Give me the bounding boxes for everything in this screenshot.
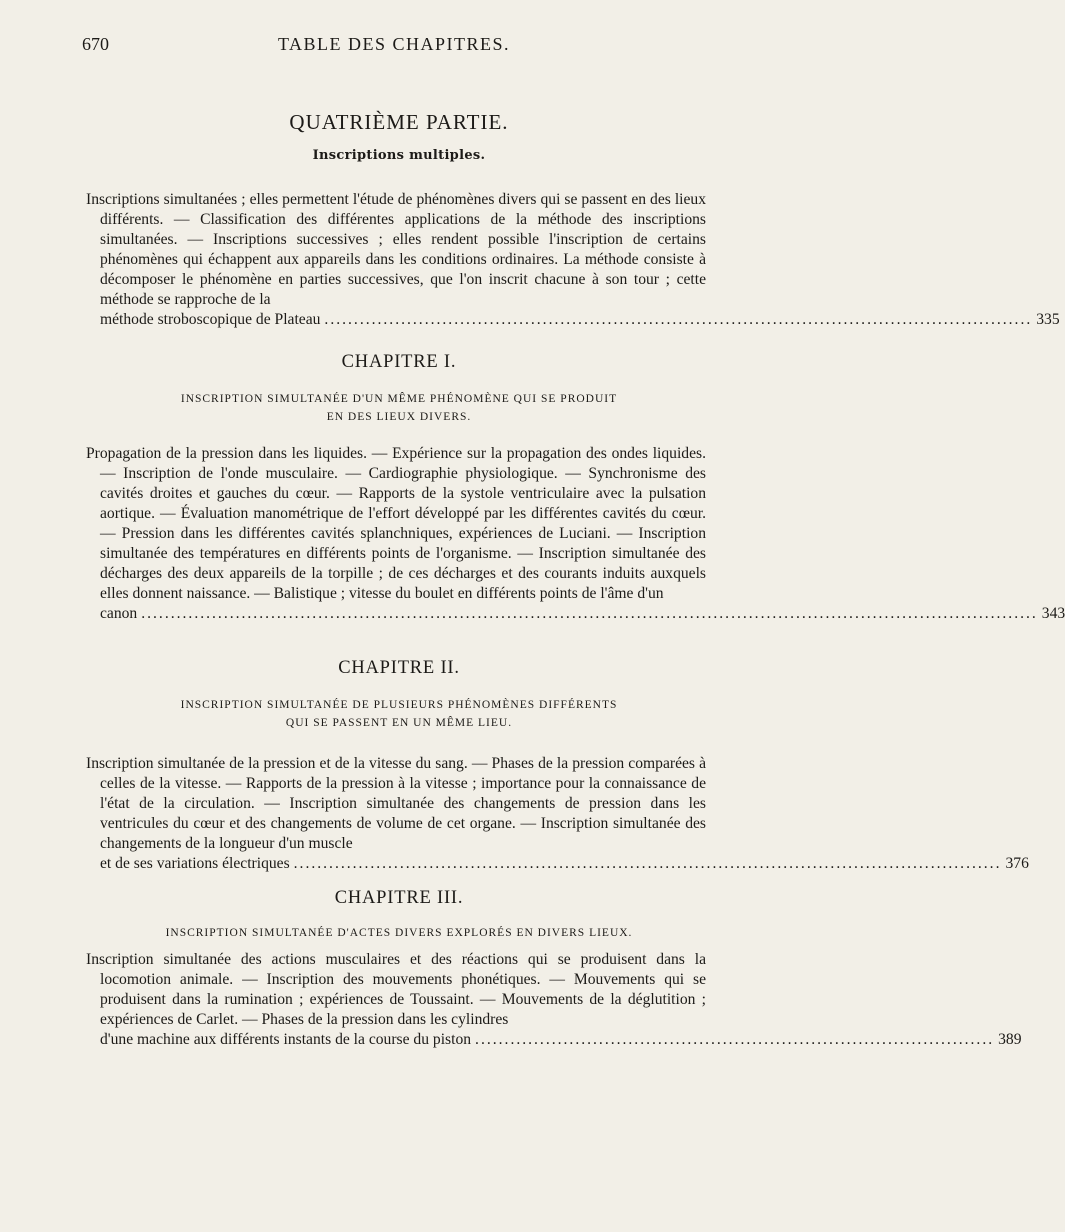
chapter-summary-leader bbox=[86, 604, 1065, 624]
page-number: 670 bbox=[82, 34, 109, 54]
page-reference: 343 bbox=[1041, 605, 1065, 622]
running-title: TABLE DES CHAPITRES. bbox=[277, 34, 511, 54]
running-head bbox=[74, 34, 714, 60]
chapter-summary bbox=[86, 444, 1065, 624]
dot-leader: ........................................................................................................................ bbox=[324, 311, 1033, 328]
part-summary-last: méthode stroboscopique de Plateau bbox=[100, 311, 321, 328]
chapter-subtitle-line: INSCRIPTION SIMULTANÉE D'ACTES DIVERS EXPLORÉS EN DIVERS LIEUX. bbox=[165, 927, 633, 939]
dot-leader: ........................................................................................................................................................ bbox=[141, 605, 1038, 622]
chapter-subtitle bbox=[84, 390, 714, 426]
chapter-title: CHAPITRE I. bbox=[341, 352, 457, 372]
chapter-title: CHAPITRE II. bbox=[338, 658, 460, 678]
chapter-summary bbox=[86, 754, 1029, 874]
part-subtitle: Inscriptions multiples. bbox=[312, 148, 486, 163]
page-reference: 389 bbox=[998, 1031, 1022, 1048]
chapter-summary-leader bbox=[86, 854, 1029, 874]
page-reference: 376 bbox=[1005, 855, 1029, 872]
chapter-subtitle-line: QUI SE PASSENT EN UN MÊME LIEU. bbox=[285, 717, 513, 729]
chapter-summary-last: et de ses variations électriques bbox=[100, 855, 290, 872]
part-summary-text: Inscriptions simultanées ; elles permettent l'étude de phénomènes divers qui se passent en des lieux différents. — Classification des différentes applications de la méthode des inscriptions simultanées. — Inscriptions successives ; elles rendent possible l'inscription de certains phénomènes qui échappent aux appareils dans les conditions ordinaires. La méthode consiste à décomposer le phénomène en parties successives, que l'on inscrit chacune à son tour ; cette méthode se rapproche de la bbox=[86, 191, 706, 308]
part-title: QUATRIÈME PARTIE. bbox=[289, 110, 509, 134]
chapter-summary-text: Inscription simultanée des actions musculaires et des réactions qui se produisent dans la locomotion animale. — Inscription des mouvements phonétiques. — Mouvements qui se produisent dans la rumination ; expériences de Toussaint. — Mouvements de la déglutition ; expériences de Carlet. — Phases de la pression dans les cylindres bbox=[86, 951, 706, 1028]
chapter-subtitle-line: INSCRIPTION SIMULTANÉE DE PLUSIEURS PHÉNOMÈNES DIFFÉRENTS bbox=[180, 699, 618, 711]
chapter-summary-leader bbox=[86, 1030, 1022, 1050]
chapter-summary-text: Inscription simultanée de la pression et de la vitesse du sang. — Phases de la pression comparées à celles de la vitesse. — Rapports de la pression à la vitesse ; importance pour la connaissance de l'état de la circulation. — Inscription simultanée des changements de pression dans les ventricules du cœur et des changements de volume de cet organe. — Inscription simultanée des changements de la longueur d'un muscle bbox=[86, 755, 706, 852]
chapter-title: CHAPITRE III. bbox=[334, 888, 464, 908]
dot-leader: ........................................................................................................................ bbox=[293, 855, 1002, 872]
chapter-summary-text: Propagation de la pression dans les liquides. — Expérience sur la propagation des ondes liquides. — Inscription de l'onde musculaire. — Cardiographie physiologique. — Synchronisme des cavités droites et gauches du cœur. — Rapports de la systole ventriculaire avec la pulsation aortique. — Évaluation manométrique de l'effort développé par les différentes cavités du cœur. — Pression dans les différentes cavités splanchniques, expériences de Luciani. — Inscription simultanée des températures en différents points de l'organisme. — Inscription simultanée des décharges des deux appareils de la torpille ; de ces décharges et des courants induits auxquels elles donnent naissance. — Balistique ; vitesse du boulet en différents points de l'âme d'un bbox=[86, 445, 706, 602]
part-summary-leader bbox=[86, 310, 1060, 330]
chapter-subtitle bbox=[84, 924, 714, 942]
chapter-subtitle-line: EN DES LIEUX DIVERS. bbox=[326, 411, 472, 423]
chapter-summary-last: d'une machine aux différents instants de la course du piston bbox=[100, 1031, 472, 1048]
dot-leader: ........................................................................................ bbox=[475, 1031, 995, 1048]
page-reference: 335 bbox=[1036, 311, 1060, 328]
chapter-subtitle bbox=[84, 696, 714, 732]
chapter-summary bbox=[86, 950, 1022, 1050]
part-summary bbox=[86, 190, 1060, 330]
chapter-subtitle-line: INSCRIPTION SIMULTANÉE D'UN MÊME PHÉNOMÈNE QUI SE PRODUIT bbox=[180, 393, 618, 405]
chapter-summary-last: canon bbox=[100, 605, 138, 622]
